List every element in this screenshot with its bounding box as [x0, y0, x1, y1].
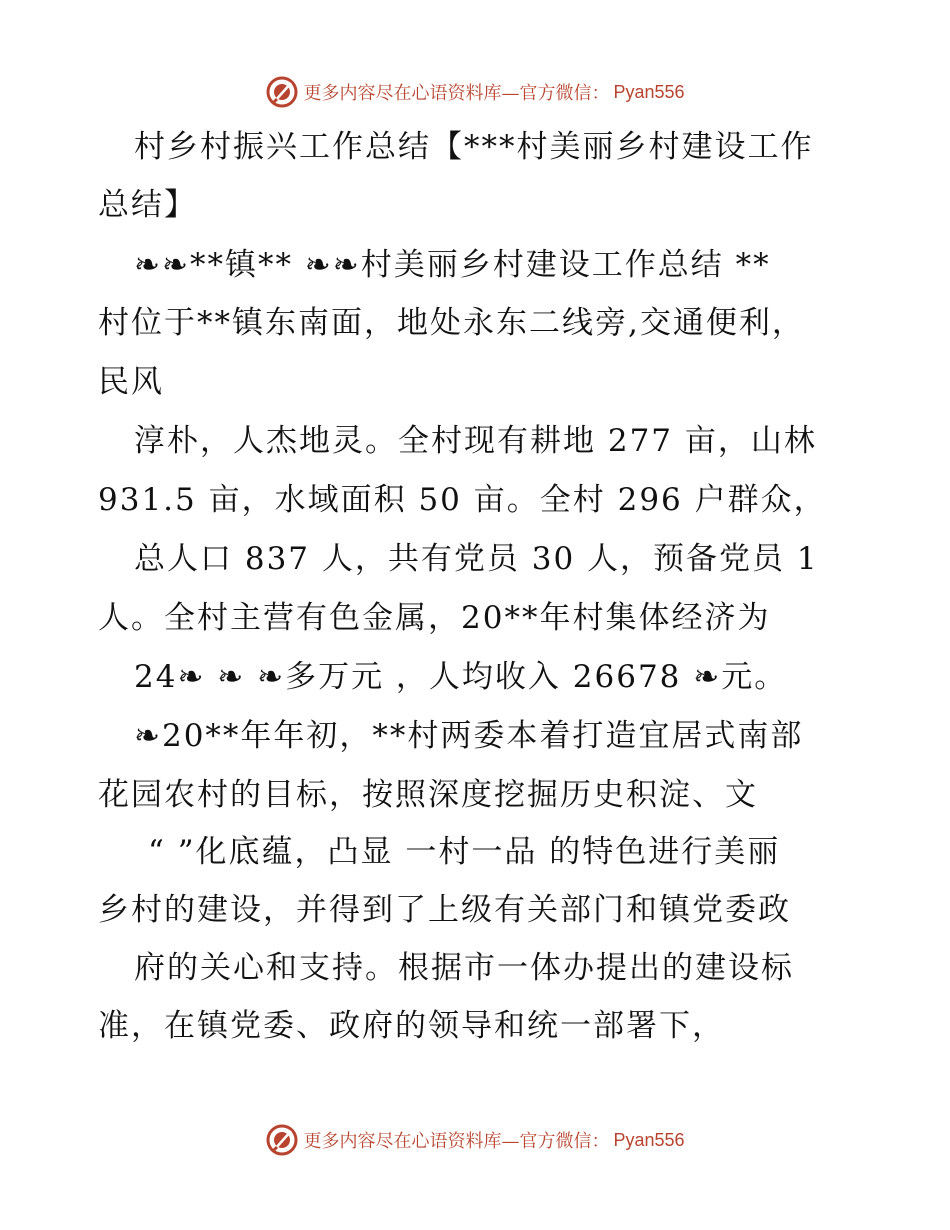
text-line: 24❧ ❧ ❧多万元 ，人均收入 26678 ❧元。	[134, 659, 788, 695]
pen-logo-icon	[265, 1123, 299, 1157]
text-line: 准，在镇党委、政府的领导和统一部署下，	[98, 1008, 725, 1044]
banner-text: 更多内容尽在心语资料库—官方微信：	[303, 83, 610, 104]
footer-banner	[0, 1120, 950, 1160]
text-line: 府的关心和支持。根据市一体办提出的建设标	[134, 950, 794, 986]
text-line: 931.5 亩，水域面积 50 亩。全村 296 户群众，	[98, 482, 827, 518]
text-line: 人。全村主营有色金属，20**年村集体经济为	[98, 600, 771, 636]
banner-wechat-id: Pyan556	[613, 81, 685, 102]
text-line: ❧20**年年初，**村两委本着打造宜居式南部	[134, 718, 804, 754]
text-line: 总结】	[98, 187, 197, 223]
text-line: ❧❧**镇** ❧❧村美丽乡村建设工作总结 **	[134, 247, 771, 283]
banner-text: 更多内容尽在心语资料库—官方微信：	[303, 1131, 610, 1152]
text-line: 淳朴，人杰地灵。全村现有耕地 277 亩，山林	[134, 423, 817, 459]
banner-wechat-id: Pyan556	[613, 1129, 685, 1150]
text-line: “ ”化底蕴，凸显 一村一品 的特色进行美丽	[148, 834, 781, 870]
text-line: 村位于**镇东南面，地处永东二线旁,交通便利，	[98, 305, 805, 341]
pen-logo-icon	[265, 75, 299, 109]
text-line: 总人口 837 人，共有党员 30 人，预备党员 1	[134, 541, 819, 577]
text-line: 乡村的建设，并得到了上级有关部门和镇党委政	[98, 892, 791, 928]
text-line: 民风	[98, 364, 164, 400]
text-line: 花园农村的目标，按照深度挖掘历史积淀、文	[98, 777, 758, 813]
text-line: 村乡村振兴工作总结【***村美丽乡村建设工作	[134, 129, 814, 165]
header-banner	[0, 72, 950, 112]
